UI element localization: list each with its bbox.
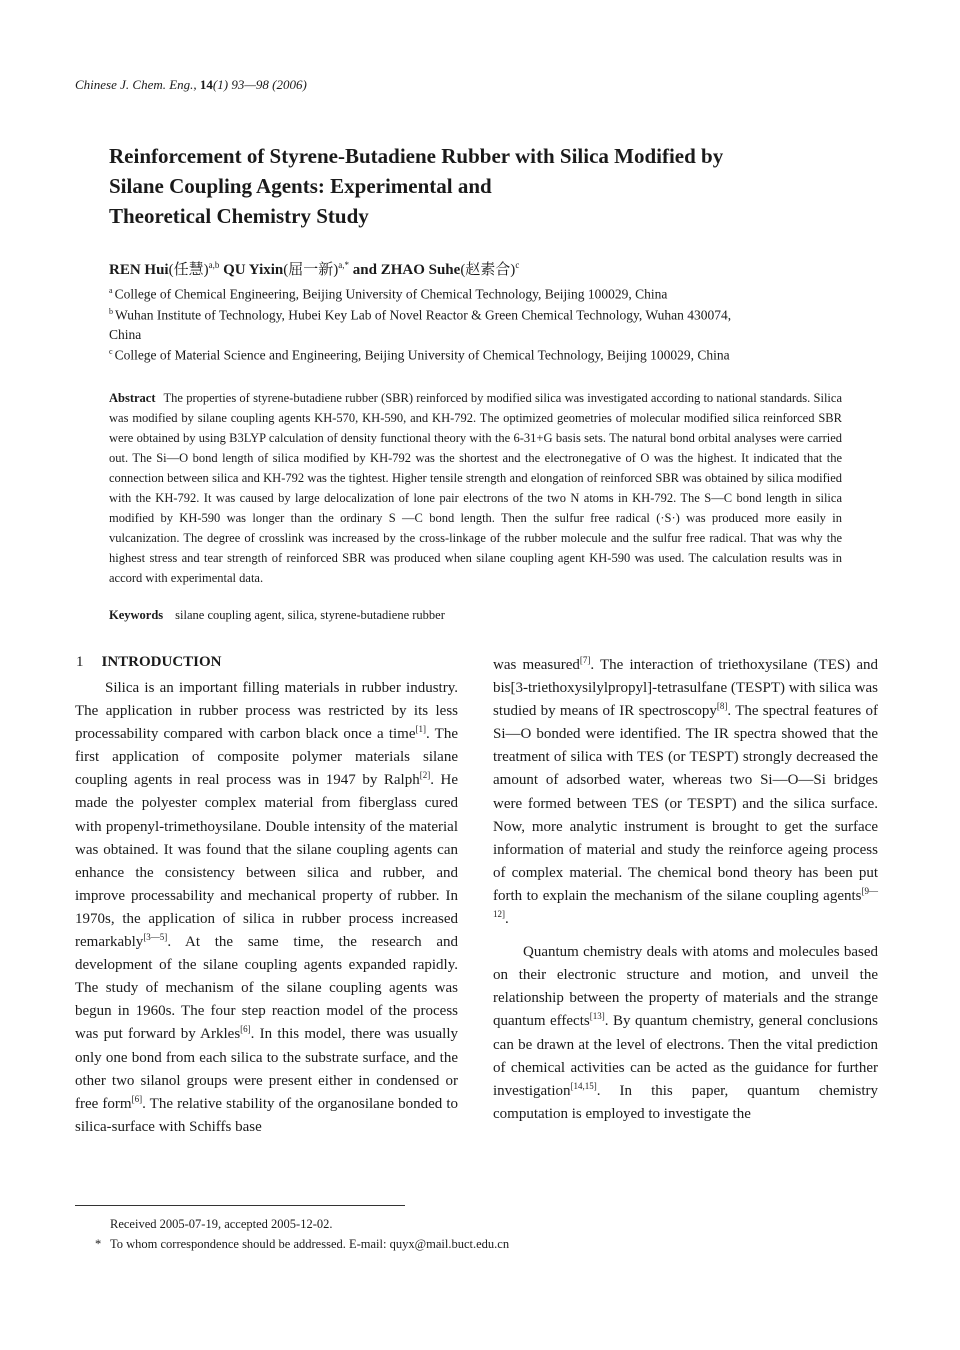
author-chinese-name: (任慧) bbox=[168, 262, 209, 278]
correspondence-note: * To whom correspondence should be addressed. E-mail: quyx@mail.buct.edu.cn bbox=[95, 1237, 510, 1251]
section-number: 1 bbox=[76, 654, 84, 670]
author-chinese-name: (屈一新) bbox=[283, 262, 339, 278]
abstract-text: The properties of styrene-butadiene rubber (SBR) reinforced by modified silica was investigated according to national standards. Silica was modified by silane coupling agents KH-570, KH-590, and KH-792. The optimized geometries of molecular modified silica reinforced SBR were obtained by using B3LYP calculation of density functional theory with the 6-31+G basis sets. The natural bond orbital analyses were carried out. The Si—O bond length of silica modified by KH-792 was the shortest and the electronegative of O was the highest. It indicated that the connection between silica and KH-792 was the tightest. Higher tensile strength and elongation of reinforced SBR was obtained by silica modified with the KH-792. It was caused by large delocalization of lone pair electrons of the two N atoms in KH-792. The S—C bond length in silica modified by KH-590 was longer than the ordinary S —C bond length. Then the sulfur free radical (·S·) was produced more easily in vulcanization. The degree of crosslink was increased by the cross-linkage of the rubber molecule and the sulfur free radical. That was why the highest stress and tear strength of reinforced SBR was produced when silane coupling agent KH-590 was used. The calculation results was in accord with experimental data. bbox=[109, 391, 842, 585]
author-list bbox=[109, 258, 519, 279]
citation: [1] bbox=[415, 724, 426, 735]
journal-volume: 14 bbox=[199, 77, 213, 92]
citation: [14,15] bbox=[570, 1080, 597, 1091]
received-date: Received 2005-07-19, accepted 2005-12-02. bbox=[110, 1217, 333, 1231]
affiliation-b: $^b$ Wuhan Institute of Technology, Hubei Key Lab of Novel Reactor & Green Chemical Technology, Wuhan 430074, China bbox=[109, 307, 732, 342]
author-name: REN Hui bbox=[109, 262, 169, 278]
citation: [6] bbox=[131, 1093, 143, 1104]
footnote-divider bbox=[75, 1205, 405, 1206]
section-heading bbox=[76, 654, 222, 671]
journal-issue-pages: (1) 93—98 (2006) bbox=[212, 77, 307, 92]
abstract-label: Abstract bbox=[109, 391, 156, 405]
body-column-right bbox=[493, 654, 878, 1126]
paper-title bbox=[109, 141, 869, 231]
citation: [9—12] bbox=[493, 885, 878, 920]
affiliation-a: $^a$ College of Chemical Engineering, Beijing University of Chemical Technology, Beijing 100029, China bbox=[109, 286, 668, 302]
body-column-left bbox=[75, 677, 458, 1139]
citation: [8] bbox=[716, 701, 728, 712]
paragraph: Silica is an important filling materials in rubber industry. The application in rubber process was restricted by its less processability compared with carbon black once a time[1]. The first application of composite polymer materials silane coupling agents in real process was in 1947 by Ralph[2]. He made the polyester complex material from fiberglass cured with propenyl-trimethoysilane. Double intensity of the material was obtained. It was found that the silane coupling agents can enhance the consistency between silica and rubber, and improve processability and mechanical property of rubber. In 1970s, the application of silica in rubber process increased remarkably[3—5]. At the same time, the research and development of the silane coupling agents expanded rapidly. The study of mechanism of the silane coupling agents was begun in 1960s. The four step reaction model of the process was put forward by Arkles[6]. In this model, there was usually only one bond from each silica to the substrate surface, and the other two silanol groups were present either in condensed or free form[6]. The relative stability of the organosilane bonded to silica-surface with Schiffs base bbox=[75, 680, 459, 1135]
footnotes bbox=[95, 1214, 509, 1254]
section-title: INTRODUCTION bbox=[101, 654, 222, 670]
citation: [3—5] bbox=[143, 932, 168, 943]
paragraph: Quantum chemistry deals with atoms and molecules based on their electronic structure and motion, and unveil the relationship between the property of materials and the strange quantum effects[13]. By quantum chemistry, general conclusions can be drawn at the level of electrons. Then the vital prediction of chemical activities can be acted as the guidance for further investigation[14,15]. In this paper, quantum chemistry computation is employed to investigate the bbox=[493, 944, 878, 1122]
title-line-1: Reinforcement of Styrene-Butadiene Rubber with Silica Modified by bbox=[109, 144, 724, 168]
author-name: QU Yixin bbox=[223, 262, 284, 278]
keywords bbox=[109, 608, 445, 623]
affiliation-c: $^c$ College of Material Science and Engineering, Beijing University of Chemical Technology, Beijing 100029, China bbox=[109, 347, 730, 363]
title-line-2: Silane Coupling Agents: Experimental and bbox=[109, 174, 492, 198]
paragraph: was measured[7]. The interaction of triethoxysilane (TES) and bis[3-triethoxysilylpropyl]-tetrasulfane (TESPT) with silica was studied by means of IR spectroscopy[8]. The spectral features of Si—O bonded were identified. The IR spectra showed that the treatment of silica with TES (or TESPT) strongly decreased the amount of adsorbed water, whereas two Si—O—Si bridges were formed between TES (or TESPT) and the silica surface. Now, more analytic instrument is brought to get the surface information of material and study the reinforce ageing process of complex material. The chemical bond theory has been put forth to explain the mechanism of the silane coupling agents[9—12]. bbox=[493, 655, 878, 928]
title-line-3: Theoretical Chemistry Study bbox=[109, 204, 369, 228]
keywords-text: silane coupling agent, silica, styrene-butadiene rubber bbox=[175, 608, 445, 622]
author-affiliation-mark: c bbox=[515, 260, 520, 270]
author-name: ZHAO Suhe bbox=[380, 262, 461, 278]
journal-reference: Chinese J. Chem. Eng., 14(1) 93—98 (2006) bbox=[75, 77, 307, 92]
keywords-label: Keywords bbox=[109, 608, 164, 622]
journal-name: Chinese J. Chem. Eng. bbox=[75, 77, 194, 92]
author-affiliation-mark: a,b bbox=[208, 260, 220, 270]
citation: [13] bbox=[589, 1011, 605, 1022]
citation: [7] bbox=[579, 655, 591, 665]
abstract bbox=[109, 388, 842, 588]
author-chinese-name: (赵素合) bbox=[460, 262, 516, 278]
citation: [2] bbox=[419, 770, 431, 781]
author-conjunction: and bbox=[352, 262, 377, 278]
author-affiliation-mark: a,* bbox=[338, 260, 350, 270]
citation: [6] bbox=[240, 1024, 251, 1035]
